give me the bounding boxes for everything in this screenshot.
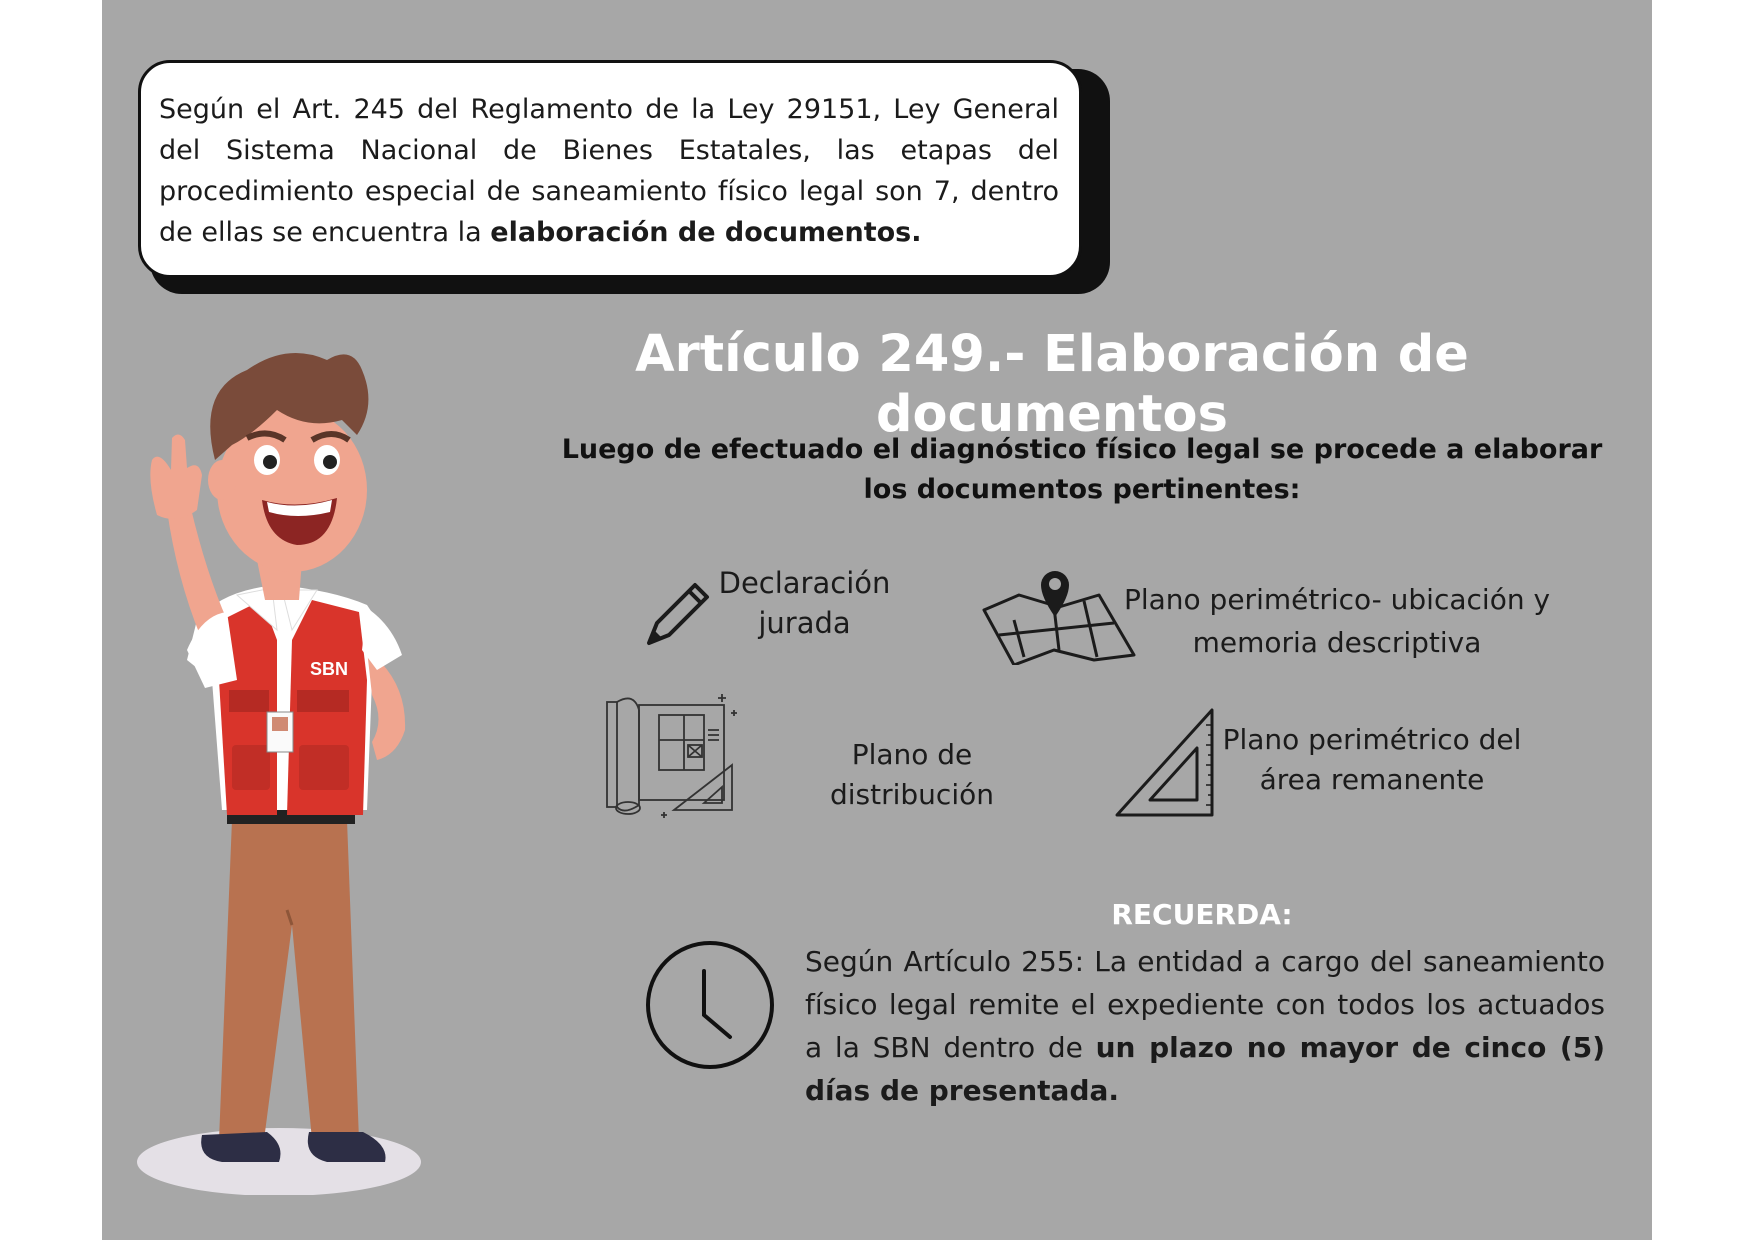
- map-pin-icon: [979, 565, 1139, 665]
- intro-text: Según el Art. 245 del Reglamento de la Ley 29151, Ley General del Sistema Nacional de Bienes Estatales, las etapas del procedimiento especial de saneamiento físico legal son 7, dentro de ellas se encuentra la: [159, 94, 1059, 248]
- clock-icon: [642, 937, 778, 1073]
- reminder-bold: un plazo no mayor de cinco (5) días de presentada.: [805, 1031, 1606, 1107]
- doc-label-plano-perimetrico: Plano perimétrico- ubicación y memoria descriptiva: [1123, 583, 1551, 659]
- reminder-body: Según Artículo 255: La entidad a cargo del saneamiento físico legal remite el expediente con todos los actuados a la SBN dentro de: [805, 945, 1605, 1064]
- sbn-character-illustration: [127, 350, 447, 1195]
- set-square-icon: [1112, 705, 1222, 820]
- doc-label-plano-distribucion: Plano de distribución: [830, 738, 994, 811]
- doc-label-declaracion: Declaración jurada: [718, 566, 891, 640]
- reminder-title: RECUERDA:: [1111, 898, 1293, 931]
- blueprint-icon: [604, 690, 754, 820]
- infographic-panel: [102, 0, 1652, 1240]
- intro-callout: [138, 60, 1082, 278]
- reminder-text: [805, 940, 1605, 1112]
- article-heading: Artículo 249.- Elaboración de documentos: [635, 325, 1469, 444]
- intro-bold-text: elaboración de documentos.: [490, 217, 922, 248]
- vest-logo: SBN: [310, 659, 349, 679]
- doc-label-area-remanente: Plano perimétrico del área remanente: [1222, 723, 1522, 796]
- lead-text: Luego de efectuado el diagnóstico físico legal se procede a elaborar los documentos pertinentes:: [561, 434, 1603, 505]
- pencil-icon: [637, 575, 717, 655]
